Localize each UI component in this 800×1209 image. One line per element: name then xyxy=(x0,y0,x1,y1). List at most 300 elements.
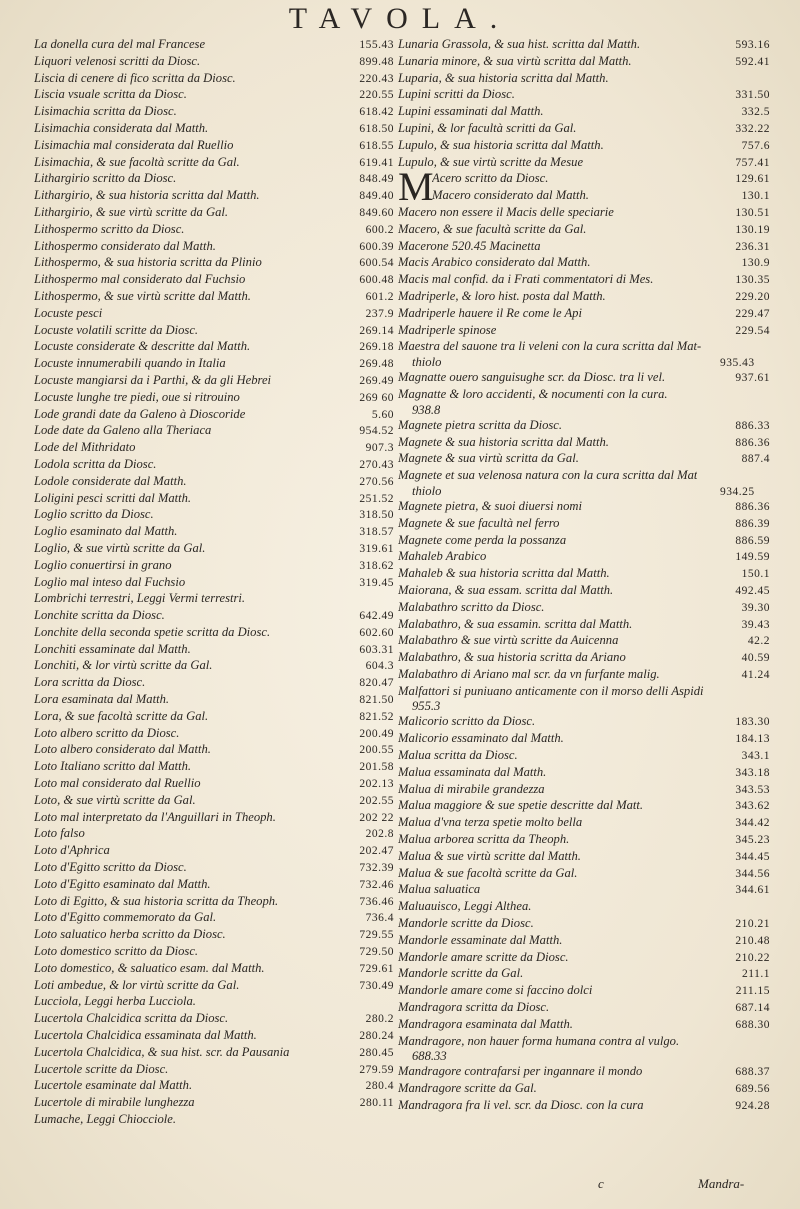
index-entry xyxy=(398,632,770,649)
index-entry xyxy=(398,699,770,713)
entry-page-ref: 331.50 xyxy=(735,89,770,102)
dropcap-block xyxy=(398,164,770,210)
entry-text: Lithargirio, & sue virtù scritte da Gal. xyxy=(34,204,229,219)
index-entry xyxy=(34,657,394,674)
entry-text: Malabathro, & sua essamin. scritta dal Matth. xyxy=(398,616,633,631)
index-entry xyxy=(34,456,394,473)
index-entry xyxy=(398,288,770,305)
entry-text: Lodole considerate dal Matth. xyxy=(34,473,187,488)
index-entry xyxy=(34,86,394,103)
index-entry xyxy=(34,406,394,423)
index-entry xyxy=(34,691,394,708)
entry-text: Lithospermo considerato dal Matth. xyxy=(34,238,216,253)
entry-page-ref: 202.13 xyxy=(359,778,394,791)
entry-page-ref: 934.25 xyxy=(720,485,755,498)
index-entry xyxy=(398,1033,770,1050)
entry-text: Malua saluatica xyxy=(398,882,481,897)
index-entry xyxy=(34,859,394,876)
index-entry xyxy=(34,708,394,725)
entry-text: Malabathro di Ariano mal scr. da vn furfante malig. xyxy=(398,666,660,681)
index-entry xyxy=(398,1097,770,1114)
entry-text: Macerone 520.45 Macinetta xyxy=(398,238,541,253)
entry-text: Loligini pesci scritti dal Matth. xyxy=(34,490,192,505)
entry-text: Lucertola Chalcidica essaminata dal Matth. xyxy=(34,1028,257,1043)
index-entry xyxy=(34,170,394,187)
index-entry xyxy=(34,338,394,355)
entry-text: Loto mal considerato dal Ruellio xyxy=(34,776,201,791)
entry-page-ref: 924.28 xyxy=(735,1100,770,1113)
entry-page-ref: 886.33 xyxy=(735,419,770,432)
entry-page-ref: 935.43 xyxy=(720,357,755,370)
index-entry xyxy=(398,982,770,999)
entry-page-ref: 729.50 xyxy=(359,946,394,959)
entry-text: Lode date da Galeno alla Theriaca xyxy=(34,423,212,438)
entry-page-ref: 344.42 xyxy=(735,817,770,830)
index-entry xyxy=(34,506,394,523)
entry-text: Loglio esaminato dal Matth. xyxy=(34,524,178,539)
entry-page-ref: 184.13 xyxy=(735,733,770,746)
index-entry xyxy=(34,1044,394,1061)
entry-page-ref: 886.36 xyxy=(735,500,770,513)
entry-text: Mahaleb Arabico xyxy=(398,549,487,564)
entry-page-ref: 593.16 xyxy=(735,39,770,51)
index-entry xyxy=(398,730,770,747)
entry-text: Loto Italiano scritto dal Matth. xyxy=(34,759,192,774)
entry-text: Magnete et sua velenosa natura con la cura scritta dal Mat xyxy=(398,468,698,483)
index-entry xyxy=(34,422,394,439)
index-entry xyxy=(398,932,770,949)
index-entry xyxy=(34,909,394,926)
entry-text: Lodola scritta da Diosc. xyxy=(34,456,157,471)
entry-page-ref: 318.62 xyxy=(359,559,394,572)
entry-text: Lucertole di mirabile lunghezza xyxy=(34,1095,195,1110)
index-entry xyxy=(34,1010,394,1027)
entry-text: Lonchite scritta da Diosc. xyxy=(34,608,165,623)
entry-page-ref: 129.61 xyxy=(735,173,770,186)
index-entry xyxy=(398,467,770,484)
entry-page-ref: 269.14 xyxy=(359,324,394,337)
index-entry xyxy=(398,417,770,434)
index-entry xyxy=(398,683,770,700)
entry-page-ref: 211.15 xyxy=(735,985,770,998)
entry-page-ref: 42.2 xyxy=(747,635,770,648)
index-entry xyxy=(398,1049,770,1063)
entry-text: Lucertola Chalcidica scritta da Diosc. xyxy=(34,1011,229,1026)
index-entry xyxy=(34,674,394,691)
index-entry xyxy=(34,741,394,758)
index-entry xyxy=(34,254,394,271)
entry-text: Lonchiti, & lor virtù scritte da Gal. xyxy=(34,658,213,673)
entry-page-ref: 821.52 xyxy=(359,710,394,723)
entry-text: Macero considerato dal Matth. xyxy=(432,188,589,203)
entry-text: Mandragore scritte da Gal. xyxy=(398,1081,537,1096)
index-entry xyxy=(398,484,770,498)
index-entry xyxy=(34,557,394,574)
entry-text: Loto d'Egitto commemorato da Gal. xyxy=(34,910,217,925)
entry-text: 955.3 xyxy=(412,699,441,714)
entry-page-ref: 618.42 xyxy=(359,106,394,119)
entry-text: Maiorana, & sua essam. scritta dal Matth. xyxy=(398,582,614,597)
entry-text: Magnete come perda la possanza xyxy=(398,532,567,547)
entry-page-ref: 236.31 xyxy=(735,240,770,253)
entry-text: Magnete pietra, & suoi diuersi nomi xyxy=(398,498,582,513)
entry-page-ref: 149.59 xyxy=(735,551,770,564)
entry-page-ref: 279.59 xyxy=(359,1063,394,1076)
entry-page-ref: 332.22 xyxy=(735,122,770,135)
index-entry xyxy=(34,977,394,994)
entry-text: Malabathro scritto da Diosc. xyxy=(398,599,545,614)
entry-page-ref: 757.6 xyxy=(741,139,770,152)
entry-text: Liscia vsuale scritta da Diosc. xyxy=(34,87,187,102)
entry-text: Macero, & sue facultà scritte da Gal. xyxy=(398,221,587,236)
entry-text: Liquori velenosi scritti da Diosc. xyxy=(34,53,201,68)
entry-text: Madriperle, & loro hist. posta dal Matth. xyxy=(398,288,606,303)
index-entry xyxy=(34,238,394,255)
entry-page-ref: 269 60 xyxy=(359,391,394,404)
entry-page-ref: 344.56 xyxy=(735,867,770,880)
entry-page-ref: 343.53 xyxy=(735,783,770,796)
entry-text: Lombrichi terrestri, Leggi Vermi terrestri. xyxy=(34,591,246,606)
entry-text: Malicorio essaminato dal Matth. xyxy=(398,731,564,746)
entry-text: Lisimachia considerata dal Matth. xyxy=(34,120,209,135)
entry-text: Lucciola, Leggi herba Lucciola. xyxy=(34,994,196,1009)
index-entry xyxy=(398,797,770,814)
entry-text: Loto albero scritto da Diosc. xyxy=(34,725,180,740)
entry-text: Macis mal confid. da i Frati commentatori di Mes. xyxy=(398,272,654,287)
entry-page-ref: 757.41 xyxy=(735,156,770,169)
entry-text: Mandragore contrafarsi per ingannare il mondo xyxy=(398,1064,643,1079)
entry-text: Lora scritta da Diosc. xyxy=(34,675,146,690)
entry-text: Malua scritta da Diosc. xyxy=(398,748,518,763)
entry-page-ref: 688.37 xyxy=(735,1066,770,1079)
entry-page-ref: 602.60 xyxy=(359,626,394,639)
entry-text: Malabathro & sue virtù scritte da Auicenna xyxy=(398,633,619,648)
index-entry xyxy=(398,254,770,271)
index-entry xyxy=(34,271,394,288)
index-entry xyxy=(398,369,770,386)
catchword: Mandra- xyxy=(698,1176,745,1191)
index-entry xyxy=(398,515,770,532)
entry-text: Macis Arabico considerato dal Matth. xyxy=(398,255,591,270)
index-entry xyxy=(34,137,394,154)
entry-text: Lupulo, & sue virtù scritte da Mesue xyxy=(398,154,584,169)
entry-text: Loto domestico scritto da Diosc. xyxy=(34,944,199,959)
entry-text: Lunaria minore, & sua virtù scritta dal Matth. xyxy=(398,53,632,68)
entry-page-ref: 618.50 xyxy=(359,122,394,135)
index-entry xyxy=(34,540,394,557)
index-entry xyxy=(34,439,394,456)
index-entry xyxy=(34,641,394,658)
entry-page-ref: 201.58 xyxy=(359,761,394,774)
index-entry xyxy=(398,713,770,730)
entry-text: Loto domestico, & saluatico esam. dal Matth. xyxy=(34,960,265,975)
index-entry xyxy=(34,1077,394,1094)
index-entry xyxy=(34,389,394,406)
entry-text: Loto d'Egitto esaminato dal Matth. xyxy=(34,876,211,891)
entry-page-ref: 736.46 xyxy=(359,895,394,908)
entry-text: Mandorle amare scritte da Diosc. xyxy=(398,949,569,964)
index-entry xyxy=(34,523,394,540)
entry-page-ref: 155.43 xyxy=(359,39,394,51)
index-entry xyxy=(34,624,394,641)
index-entry xyxy=(398,915,770,932)
entry-page-ref: 251.52 xyxy=(359,492,394,505)
entry-text: Mandragore, non hauer forma humana contra al vulgo. xyxy=(398,1033,680,1048)
entry-page-ref: 270.56 xyxy=(359,475,394,488)
entry-page-ref: 229.47 xyxy=(735,307,770,320)
index-entry xyxy=(398,271,770,288)
entry-text: Lonchiti essaminate dal Matth. xyxy=(34,641,191,656)
index-entry xyxy=(398,154,770,171)
left-column xyxy=(34,36,394,1128)
entry-text: Lithospermo mal considerato dal Fuchsio xyxy=(34,272,246,287)
index-entry xyxy=(398,204,770,221)
entry-page-ref: 5.60 xyxy=(371,408,394,421)
entry-text: Loto d'Aphrica xyxy=(34,843,110,858)
entry-page-ref: 210.48 xyxy=(735,934,770,947)
index-entry xyxy=(34,825,394,842)
entry-text: Locuste volatili scritte da Diosc. xyxy=(34,322,199,337)
index-entry xyxy=(398,103,770,120)
index-entry xyxy=(398,403,770,417)
entry-text: Lisimachia mal considerata dal Ruellio xyxy=(34,137,234,152)
entry-page-ref: 954.52 xyxy=(359,425,394,438)
entry-page-ref: 229.54 xyxy=(735,324,770,337)
index-entry xyxy=(398,53,770,70)
index-entry xyxy=(398,36,770,53)
entry-page-ref: 688.30 xyxy=(735,1018,770,1031)
dropcap-letter: M xyxy=(398,164,434,210)
entry-text: Lucertola Chalcidica, & sua hist. scr. da Pausania xyxy=(34,1044,290,1059)
index-entry xyxy=(398,898,770,915)
entry-page-ref: 130.19 xyxy=(735,223,770,236)
entry-text: Malicorio scritto da Diosc. xyxy=(398,714,536,729)
index-entry xyxy=(398,781,770,798)
entry-text: Lode grandi date da Galeno à Dioscoride xyxy=(34,406,246,421)
entry-page-ref: 732.39 xyxy=(359,862,394,875)
entry-page-ref: 39.30 xyxy=(741,601,770,614)
entry-page-ref: 280.45 xyxy=(359,1046,394,1059)
entry-page-ref: 332.5 xyxy=(741,106,770,119)
index-entry xyxy=(398,498,770,515)
index-entry xyxy=(398,86,770,103)
index-entry xyxy=(34,204,394,221)
entry-text: Lunaria Grassola, & sua hist. scritta dal Matth. xyxy=(398,37,641,51)
entry-text: Lisimachia scritta da Diosc. xyxy=(34,104,177,119)
right-column xyxy=(398,36,770,1114)
entry-page-ref: 130.9 xyxy=(741,257,770,270)
index-entry xyxy=(34,893,394,910)
entry-text: Mandorle scritte da Diosc. xyxy=(398,916,534,931)
index-entry xyxy=(398,137,770,154)
index-entry xyxy=(398,548,770,565)
entry-page-ref: 907.3 xyxy=(365,442,394,455)
index-entry xyxy=(34,574,394,591)
entry-page-ref: 39.43 xyxy=(741,618,770,631)
entry-text: Mandragora esaminata dal Matth. xyxy=(398,1016,573,1031)
entry-text: Loto falso xyxy=(34,826,85,841)
index-entry xyxy=(398,831,770,848)
entry-page-ref: 200.55 xyxy=(359,744,394,757)
index-entry xyxy=(398,1080,770,1097)
entry-page-ref: 183.30 xyxy=(735,716,770,729)
index-entry xyxy=(34,993,394,1010)
entry-page-ref: 280.2 xyxy=(365,1013,394,1026)
entry-page-ref: 318.57 xyxy=(359,526,394,539)
entry-page-ref: 343.1 xyxy=(741,750,770,763)
index-entry xyxy=(398,865,770,882)
entry-text: Lora, & sue facoltà scritte da Gal. xyxy=(34,708,209,723)
entry-page-ref: 345.23 xyxy=(735,834,770,847)
entry-text: Mandorle amare come si faccino dolci xyxy=(398,983,593,998)
entry-page-ref: 344.45 xyxy=(735,850,770,863)
index-entry xyxy=(398,649,770,666)
entry-text: Malabathro, & sua historia scritta da Ariano xyxy=(398,650,626,665)
entry-page-ref: 603.31 xyxy=(359,643,394,656)
index-entry xyxy=(398,764,770,781)
index-entry xyxy=(34,792,394,809)
index-entry xyxy=(34,187,394,204)
entry-text: Loglio scritto da Diosc. xyxy=(34,507,154,522)
entry-page-ref: 821.50 xyxy=(359,694,394,707)
index-entry xyxy=(34,355,394,372)
entry-text: thiolo xyxy=(412,355,442,370)
entry-text: Lithargirio, & sua historia scritta dal Matth. xyxy=(34,188,260,203)
entry-text: Loglio mal inteso dal Fuchsio xyxy=(34,574,186,589)
entry-text: La donella cura del mal Francese xyxy=(34,37,206,51)
entry-page-ref: 269.18 xyxy=(359,341,394,354)
entry-page-ref: 202.8 xyxy=(365,828,394,841)
signature-mark: c xyxy=(598,1176,604,1191)
entry-text: Lupini essaminati dal Matth. xyxy=(398,104,544,119)
entry-page-ref: 849.60 xyxy=(359,206,394,219)
entry-text: Lucertole scritte da Diosc. xyxy=(34,1061,169,1076)
index-entry xyxy=(34,70,394,87)
index-entry xyxy=(398,338,770,355)
entry-text: Malua maggiore & sue spetie descritte dal Matt. xyxy=(398,798,644,813)
entry-page-ref: 604.3 xyxy=(365,660,394,673)
entry-page-ref: 619.41 xyxy=(359,156,394,169)
entry-text: thiolo xyxy=(412,483,442,498)
index-entry xyxy=(34,1061,394,1078)
entry-text: Locuste lunghe tre piedi, oue si ritrouino xyxy=(34,389,240,404)
entry-text: Lupini, & lor facultà scritti da Gal. xyxy=(398,120,577,135)
index-entry xyxy=(34,221,394,238)
index-entry xyxy=(398,949,770,966)
entry-page-ref: 618.55 xyxy=(359,139,394,152)
index-entry xyxy=(398,238,770,255)
entry-page-ref: 899.48 xyxy=(359,55,394,68)
entry-text: Loglio, & sue virtù scritte da Gal. xyxy=(34,540,206,555)
entry-page-ref: 237.9 xyxy=(365,307,394,320)
entry-text: Macero non essere il Macis delle speciarie xyxy=(398,204,614,219)
entry-page-ref: 601.2 xyxy=(365,290,394,303)
index-entry xyxy=(34,154,394,171)
entry-text: Loto, & sue virtù scritte da Gal. xyxy=(34,792,196,807)
entry-text: Loto mal interpretato da l'Anguillari in Theoph. xyxy=(34,809,276,824)
index-entry xyxy=(398,70,770,87)
index-entry xyxy=(398,965,770,982)
entry-page-ref: 886.39 xyxy=(735,517,770,530)
index-entry xyxy=(34,775,394,792)
entry-page-ref: 130.1 xyxy=(741,190,770,203)
entry-page-ref: 592.41 xyxy=(735,55,770,68)
index-entry xyxy=(398,999,770,1016)
entry-text: Madriperle spinose xyxy=(398,322,497,337)
entry-page-ref: 269.49 xyxy=(359,374,394,387)
index-entry xyxy=(398,120,770,137)
index-entry xyxy=(398,565,770,582)
index-entry xyxy=(398,582,770,599)
entry-page-ref: 280.24 xyxy=(359,1030,394,1043)
entry-text: Malua essaminata dal Matth. xyxy=(398,764,547,779)
entry-page-ref: 736.4 xyxy=(365,912,394,925)
index-entry xyxy=(34,305,394,322)
entry-page-ref: 642.49 xyxy=(359,610,394,623)
entry-page-ref: 689.56 xyxy=(735,1083,770,1096)
index-entry xyxy=(34,322,394,339)
index-entry xyxy=(34,372,394,389)
entry-text: Lithospermo, & sue virtù scritte dal Matth. xyxy=(34,288,251,303)
entry-text: Luparia, & sua historia scritta dal Matth. xyxy=(398,70,609,85)
index-entry xyxy=(398,616,770,633)
entry-text: Loto di Egitto, & sua historia scritta da Theoph. xyxy=(34,893,279,908)
entry-page-ref: 41.24 xyxy=(741,668,770,681)
entry-text: Magnete & sue facultà nel ferro xyxy=(398,515,560,530)
index-entry xyxy=(398,666,770,683)
index-entry xyxy=(34,725,394,742)
index-entry xyxy=(398,1016,770,1033)
index-entry xyxy=(398,532,770,549)
entry-page-ref: 732.46 xyxy=(359,878,394,891)
entry-text: Malua arborea scritta da Theoph. xyxy=(398,832,570,847)
entry-text: 688.33 xyxy=(412,1049,447,1064)
entry-page-ref: 319.61 xyxy=(359,542,394,555)
entry-page-ref: 269.48 xyxy=(359,358,394,371)
entry-page-ref: 848.49 xyxy=(359,173,394,186)
entry-text: Loglio conuertirsi in grano xyxy=(34,557,172,572)
entry-page-ref: 600.39 xyxy=(359,240,394,253)
index-entry xyxy=(34,960,394,977)
entry-text: Lucertole esaminate dal Matth. xyxy=(34,1078,193,1093)
entry-text: Mandorle scritte da Gal. xyxy=(398,966,524,981)
index-entry xyxy=(34,1111,394,1128)
entry-text: Acero scritto da Diosc. xyxy=(432,171,549,186)
index-entry xyxy=(34,53,394,70)
entry-text: Locuste innumerabili quando in Italia xyxy=(34,356,226,371)
entry-page-ref: 40.59 xyxy=(741,652,770,665)
index-entry xyxy=(34,288,394,305)
index-entry xyxy=(432,170,770,187)
entry-page-ref: 492.45 xyxy=(735,584,770,597)
entry-text: Mandragora scritta da Diosc. xyxy=(398,1000,550,1015)
index-entry xyxy=(34,758,394,775)
entry-text: Mandragora fra li vel. scr. da Diosc. con la cura xyxy=(398,1098,644,1113)
entry-page-ref: 600.54 xyxy=(359,257,394,270)
page-title: TAVOLA. xyxy=(288,2,512,35)
entry-page-ref: 319.45 xyxy=(359,576,394,589)
index-entry xyxy=(398,747,770,764)
entry-text: Liscia di cenere di fico scritta da Diosc. xyxy=(34,70,236,85)
index-entry xyxy=(34,1094,394,1111)
index-entry xyxy=(34,1027,394,1044)
index-entry xyxy=(398,322,770,339)
index-entry xyxy=(398,848,770,865)
entry-page-ref: 210.21 xyxy=(735,918,770,931)
index-entry xyxy=(34,473,394,490)
entry-text: Mandorle essaminate dal Matth. xyxy=(398,932,563,947)
entry-text: Loti ambedue, & lor virtù scritte da Gal. xyxy=(34,977,240,992)
